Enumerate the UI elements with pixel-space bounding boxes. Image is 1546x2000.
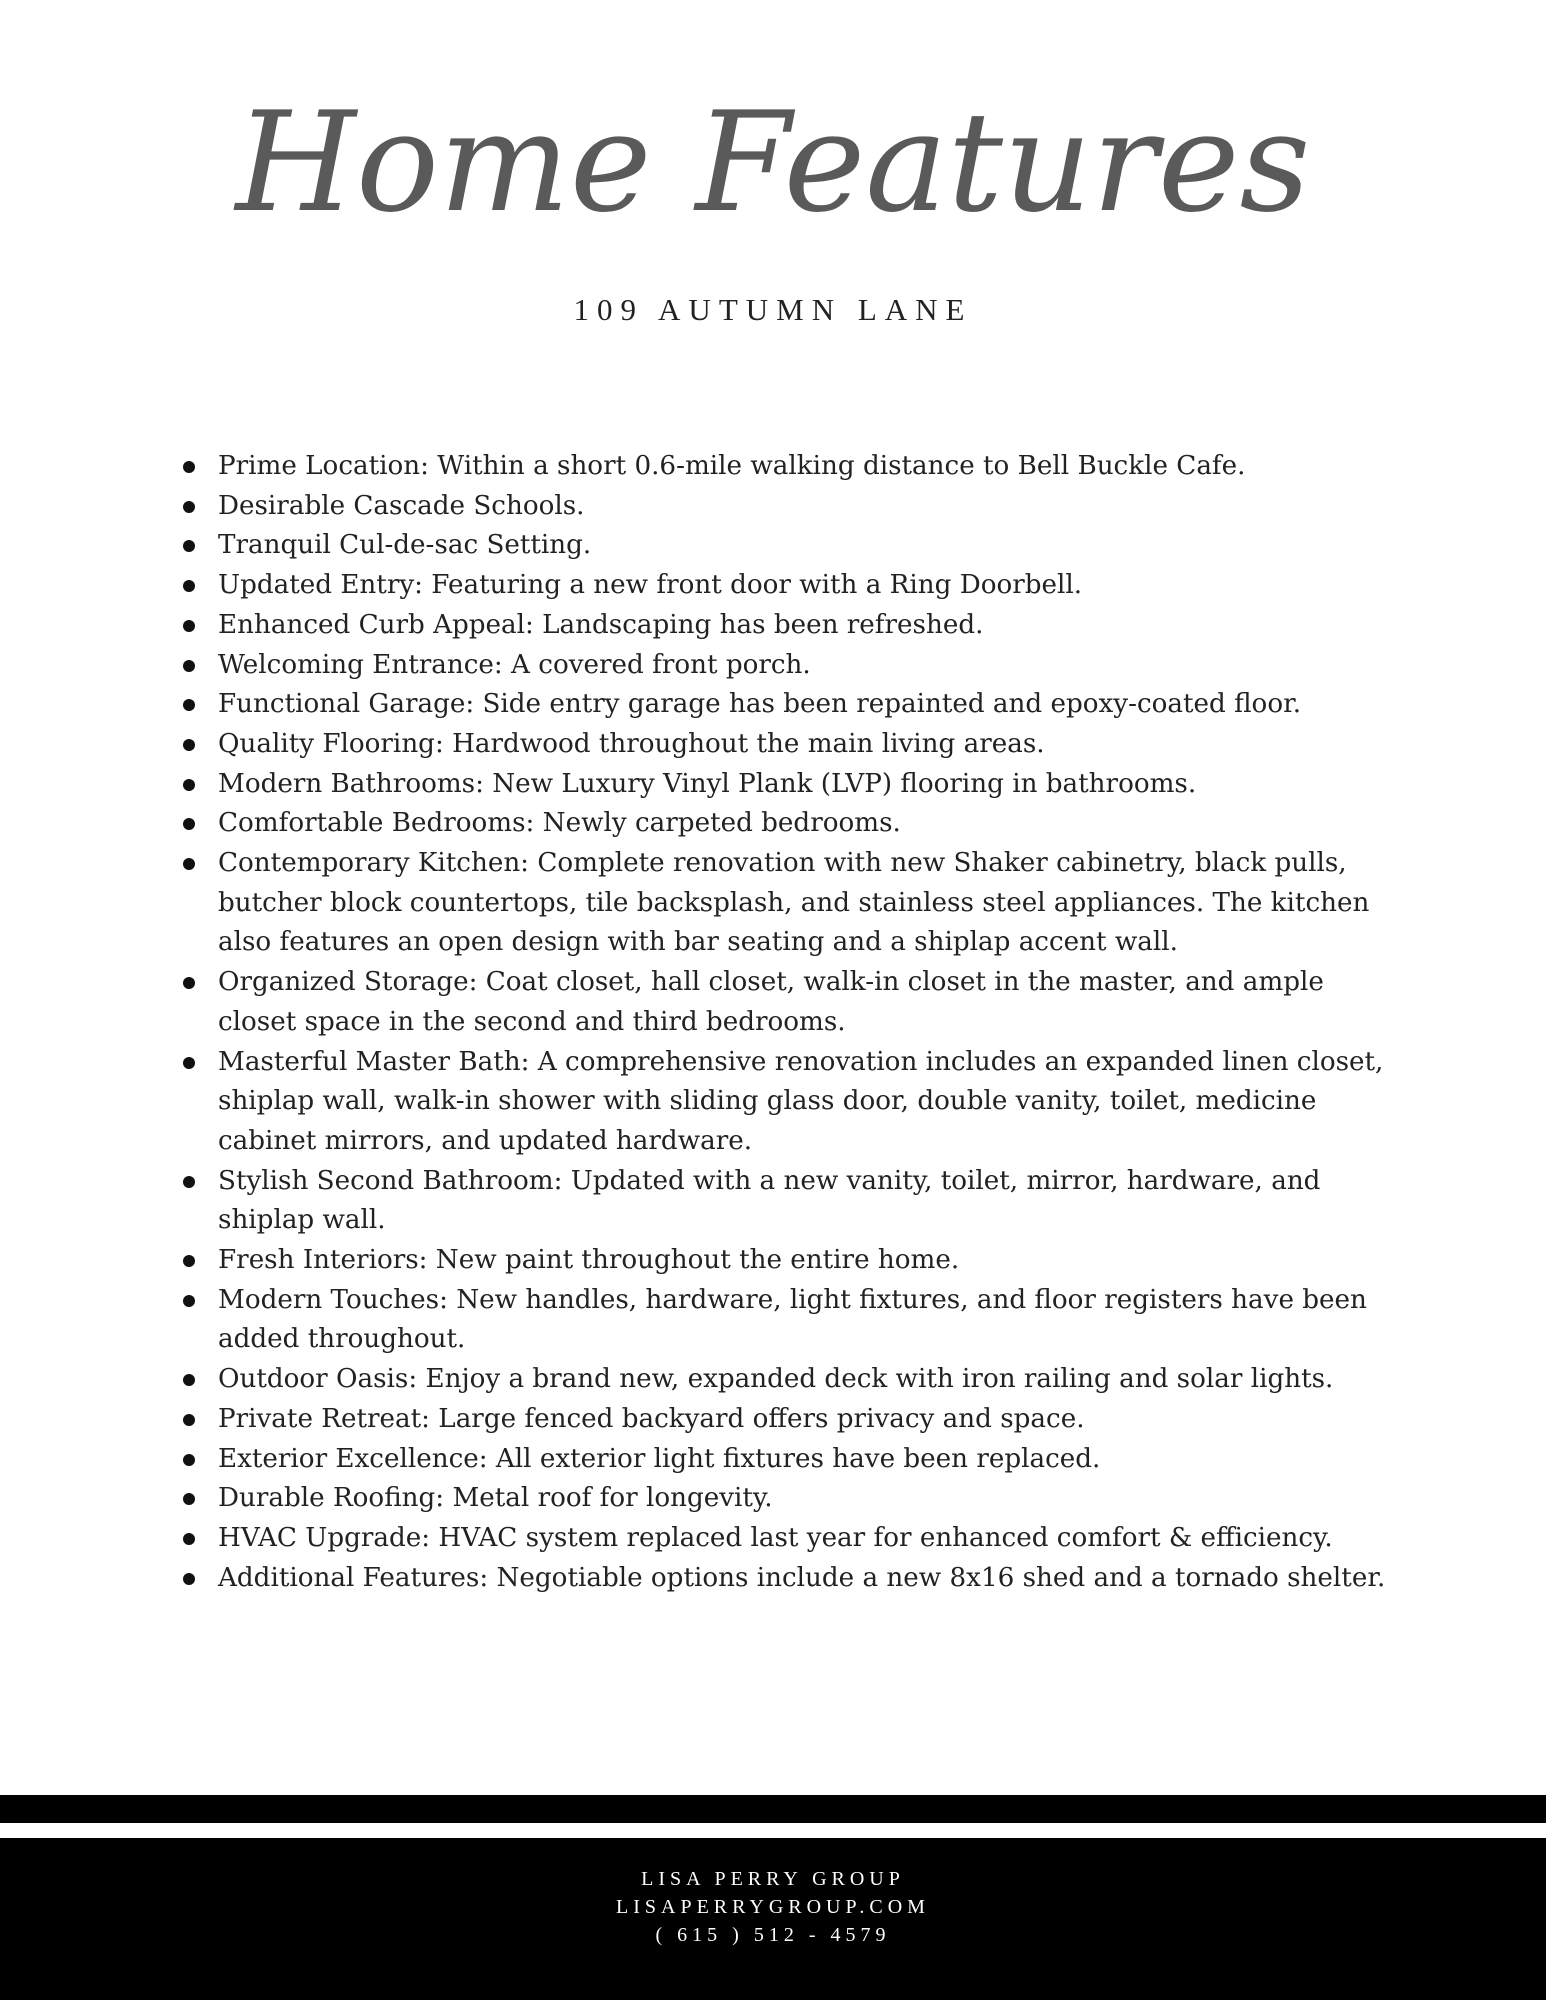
bullet-icon [183, 1176, 195, 1188]
feature-text: Exterior Excellence: All exterior light fixtures have been replaced. [218, 1443, 1101, 1474]
bullet-icon [183, 501, 195, 513]
feature-item [175, 1281, 1395, 1360]
property-address: 109 AUTUMN LANE [573, 292, 973, 327]
footer-company: LISA PERRY GROUP [641, 1868, 905, 1890]
feature-text: Stylish Second Bathroom: Updated with a new vanity, toilet, mirror, hardware, and shiplap wall. [218, 1165, 1321, 1236]
feature-list [175, 447, 1395, 1598]
feature-text: Additional Features: Negotiable options include a new 8x16 shed and a tornado shelter. [218, 1562, 1386, 1593]
feature-text: Functional Garage: Side entry garage has been repainted and epoxy-coated floor. [218, 689, 1302, 720]
feature-item [175, 526, 1395, 566]
bullet-icon [183, 620, 195, 632]
bullet-icon [183, 699, 195, 711]
footer-website: LISAPERRYGROUP.COM [616, 1896, 930, 1918]
feature-text: Private Retreat: Large fenced backyard offers privacy and space. [218, 1403, 1085, 1434]
bullet-icon [183, 739, 195, 751]
feature-item [175, 646, 1395, 686]
feature-text: Modern Touches: New handles, hardware, light fixtures, and floor registers have been added throughout. [218, 1284, 1367, 1355]
bullet-icon [183, 818, 195, 830]
feature-text: Masterful Master Bath: A comprehensive renovation includes an expanded linen closet, shiplap wall, walk-in shower with sliding glass door, double vanity, toilet, medicine cabinet mirrors, and updated hardware. [218, 1046, 1384, 1156]
feature-item [175, 447, 1395, 487]
feature-text: Prime Location: Within a short 0.6-mile walking distance to Bell Buckle Cafe. [218, 451, 1246, 481]
feature-text: Contemporary Kitchen: Complete renovation with new Shaker cabinetry, black pulls, butcher block countertops, tile backsplash, and stainless steel appliances. The kitchen also features an open design with bar seating and a shiplap accent wall. [218, 848, 1370, 958]
feature-item [175, 606, 1395, 646]
feature-item [175, 1479, 1395, 1519]
title-block [0, 40, 1546, 300]
feature-text: Durable Roofing: Metal roof for longevity. [218, 1483, 773, 1514]
feature-item [175, 685, 1395, 725]
feature-text: Updated Entry: Featuring a new front door with a Ring Doorbell. [218, 570, 1083, 601]
bullet-icon [183, 1573, 195, 1585]
bullet-icon [183, 858, 195, 870]
feature-item [175, 1559, 1395, 1599]
bullet-icon [183, 1295, 195, 1307]
feature-text: Enhanced Curb Appeal: Landscaping has been refreshed. [218, 609, 984, 640]
feature-item [175, 1043, 1395, 1162]
bullet-icon [183, 461, 195, 473]
feature-item [175, 487, 1395, 527]
feature-text: Outdoor Oasis: Enjoy a brand new, expanded deck with iron railing and solar lights. [218, 1364, 1334, 1395]
bullet-icon [183, 779, 195, 791]
feature-item [175, 963, 1395, 1042]
feature-text: Fresh Interiors: New paint throughout the entire home. [218, 1245, 960, 1276]
bullet-icon [183, 660, 195, 672]
feature-text: HVAC Upgrade: HVAC system replaced last year for enhanced comfort & efficiency. [218, 1522, 1333, 1553]
page-title: Home Features [235, 82, 1311, 243]
feature-text: Welcoming Entrance: A covered front porch. [218, 649, 811, 680]
footer-phone: ( 615 ) 512 - 4579 [655, 1924, 891, 1946]
bullet-icon [183, 1533, 195, 1545]
bullet-icon [183, 580, 195, 592]
bullet-icon [183, 1454, 195, 1466]
feature-item [175, 1400, 1395, 1440]
feature-text: Comfortable Bedrooms: Newly carpeted bedrooms. [218, 808, 901, 839]
footer-divider-band [0, 1795, 1546, 1823]
bullet-icon [183, 1414, 195, 1426]
bullet-icon [183, 1057, 195, 1069]
bullet-icon [183, 1493, 195, 1505]
footer [0, 1838, 1546, 2000]
feature-item [175, 1162, 1395, 1241]
feature-item [175, 725, 1395, 765]
bullet-icon [183, 540, 195, 552]
feature-text: Quality Flooring: Hardwood throughout the main living areas. [218, 728, 1045, 759]
feature-text: Modern Bathrooms: New Luxury Vinyl Plank (LVP) flooring in bathrooms. [218, 768, 1197, 799]
feature-text: Organized Storage: Coat closet, hall closet, walk-in closet in the master, and ample closet space in the second and third bedrooms. [218, 967, 1324, 1037]
feature-item [175, 1241, 1395, 1281]
bullet-icon [183, 1374, 195, 1386]
feature-item [175, 1519, 1395, 1559]
feature-item [175, 1360, 1395, 1400]
bullet-icon [183, 1255, 195, 1267]
feature-item [175, 1440, 1395, 1480]
feature-text: Desirable Cascade Schools. [218, 490, 585, 521]
page-title-script [0, 40, 1546, 300]
feature-text: Tranquil Cul-de-sac Setting. [218, 530, 592, 561]
feature-item [175, 804, 1395, 844]
feature-item [175, 765, 1395, 805]
bullet-icon [183, 977, 195, 989]
feature-item [175, 844, 1395, 963]
feature-item [175, 566, 1395, 606]
